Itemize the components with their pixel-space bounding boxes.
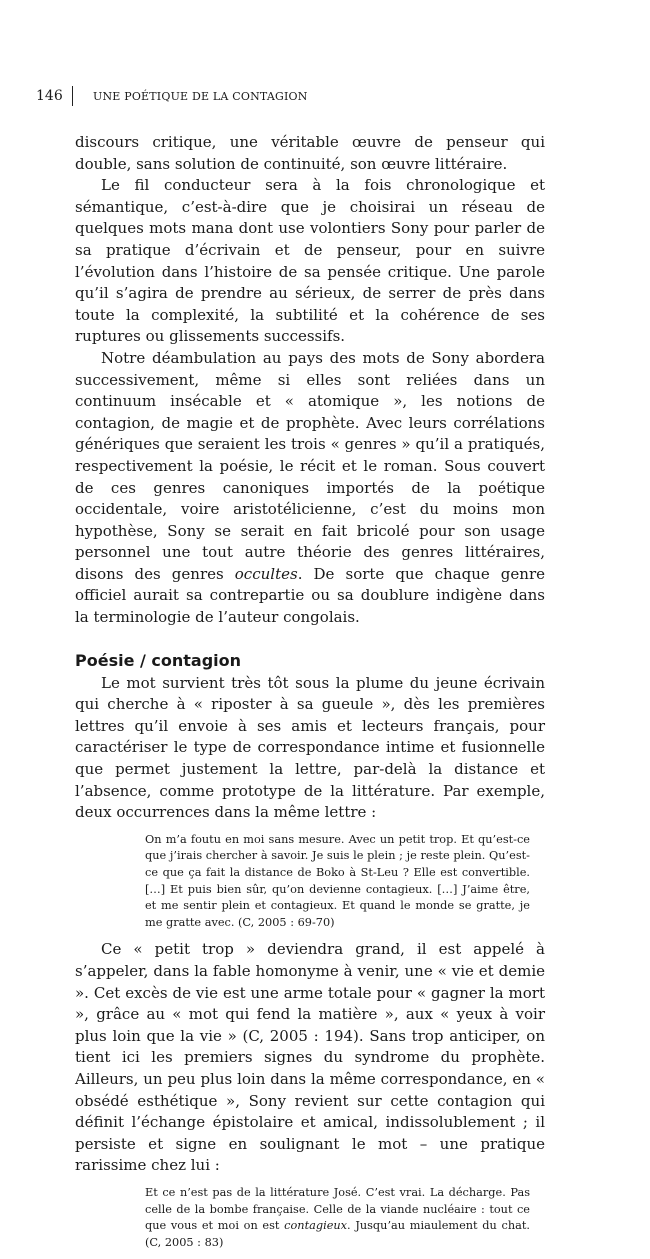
genres-emphasis: occultes [234,564,298,583]
page-body [75,132,545,1259]
block-quote-2 [145,1185,530,1251]
running-title: UNE POÉTIQUE DE LA CONTAGION [93,89,308,103]
paragraph-method: Le fil conducteur sera à la fois chronologique et sémantique, c’est-à-dire que je choisirai un réseau de quelques mots mana dont use volontiers Sony pour parler de sa pratique d’écrivain et de penseur, pour en suivre l’évolution dans l’histoire de sa pensée critique. Une parole qu’il s’agira de prendre au sérieux, de serrer de près dans toute la complexité, la subtilité et la cohérence de ses ruptures ou glissements successifs. [75,176,545,346]
quote2-text-end: . Jusqu’au miaulement du chat. (C, 2005 : 83) [145,1219,530,1249]
genres-text-end: . De sorte que chaque genre officiel aurait sa contrepartie ou sa doublure indigène dans la terminologie de l’auteur congolais. [75,564,545,627]
paragraph-genres [75,348,545,629]
block-quote-1: On m’a foutu en moi sans mesure. Avec un petit trop. Et qu’est-ce que j’irais chercher à savoir. Je suis le plein ; je reste plein. Qu’est-ce que ça fait la distance de Boko à St-Leu ? Elle est convertible. […] Et puis bien sûr, qu’on devienne contagieux. […] J’aime être, et me sentir plein et contagieux. Et quand le monde se gratte, je me gratte avec. (C, 2005 : 69-70) [145,832,530,929]
header-divider [72,86,73,106]
genres-text-start: Notre déambulation au pays des mots de Sony abordera successivement, même si elles sont reliées dans un continuum insécable et « atomique », les notions de contagion, de magie et de prophète. Avec leurs corrélations génériques que seraient les trois « genres » qu’il a pratiqués, respectivement la poésie, le récit et le roman. Sous couvert de ces genres canoniques importés de la poétique occidentale, voire aristotélicienne, c’est du moins mon hypothèse, Sony se serait en fait bricolé pour son usage personnel une tout autre théorie des genres littéraires, disons des genres [75,348,545,583]
section-heading: Poésie / contagion [75,650,242,670]
paragraph-continuation: discours critique, une véritable œuvre de penseur qui double, sans solution de continuité, son œuvre littéraire. [75,133,545,173]
quote2-text-start: Et ce n’est pas de la littérature José. C’est vrai. La décharge. Pas celle de la bombe française. Celle de la viande nucléaire : tout ce que vous et moi on est [145,1185,530,1233]
running-head [36,86,610,106]
paragraph-petit-trop: Ce « petit trop » deviendra grand, il est appelé à s’appeler, dans la fable homonyme à venir, une « vie et demie ». Cet excès de vie est une arme totale pour « gagner la mort », grâce au « mot qui fend la matière », aux « yeux à voir plus loin que la vie » (C, 2005 : 194). Sans trop anticiper, on tient ici les premiers signes du syndrome du prophète. Ailleurs, un peu plus loin dans la même correspondance, en « obsédé esthétique », Sony revient sur cette contagion qui définit l’échange épistolaire et amical, indissolublement ; il persiste et signe en soulignant le mot – une pratique rarissime chez lui : [75,940,545,1175]
paragraph-letters: Le mot survient très tôt sous la plume du jeune écrivain qui cherche à « riposter à sa gueule », dès les premières lettres qu’il envoie à ses amis et lecteurs français, pour caractériser le type de correspondance intime et fusionnelle que permet justement la lettre, par-delà la distance et l’absence, comme prototype de la littérature. Par exemple, deux occurrences dans la même lettre : [75,673,545,822]
page-number: 146 [36,88,63,104]
quote2-emphasis: contagieux [284,1219,348,1233]
